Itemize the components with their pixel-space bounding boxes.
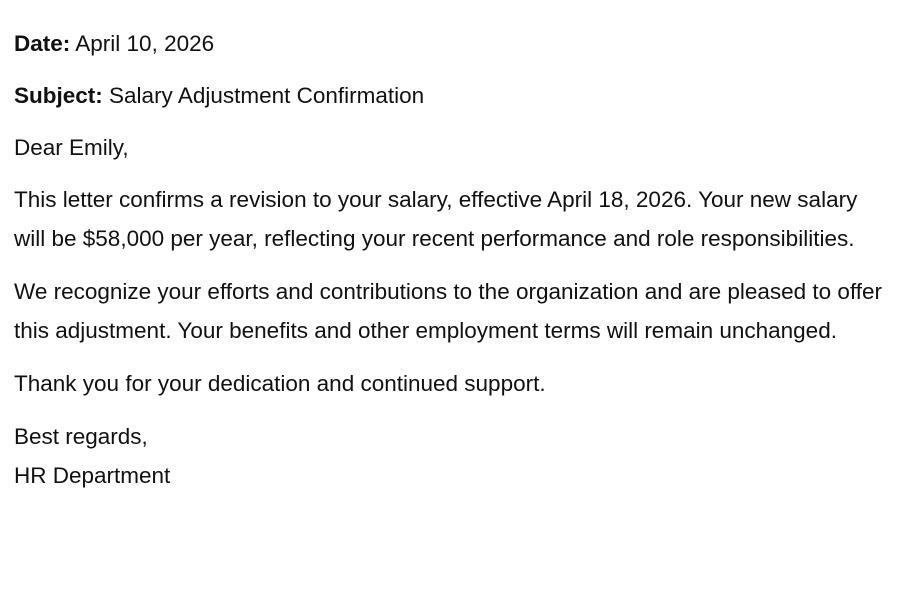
subject-label: Subject: <box>14 83 103 108</box>
body-paragraph-recognition: We recognize your efforts and contributions to the organization and are pleased to offer this adjustment. Your benefits and other employment terms will remain unchanged. <box>14 279 883 343</box>
subject-line <box>14 76 886 115</box>
body-paragraph-thanks: Thank you for your dedication and continued support. <box>14 371 546 396</box>
body-paragraph-salary: This letter confirms a revision to your salary, effective April 18, 2026. Your new salary will be $58,000 per year, reflecting your recent performance and role responsibilities. <box>14 187 858 251</box>
subject-value: Salary Adjustment Confirmation <box>109 83 425 108</box>
salutation: Dear Emily, <box>14 135 129 160</box>
date-value: April 10, 2026 <box>75 31 215 56</box>
closing-block <box>14 417 886 495</box>
letter-document <box>14 24 886 509</box>
closing-text: Best regards, <box>14 424 148 449</box>
signature-text: HR Department <box>14 463 171 488</box>
date-line <box>14 24 886 63</box>
date-label: Date: <box>14 31 71 56</box>
